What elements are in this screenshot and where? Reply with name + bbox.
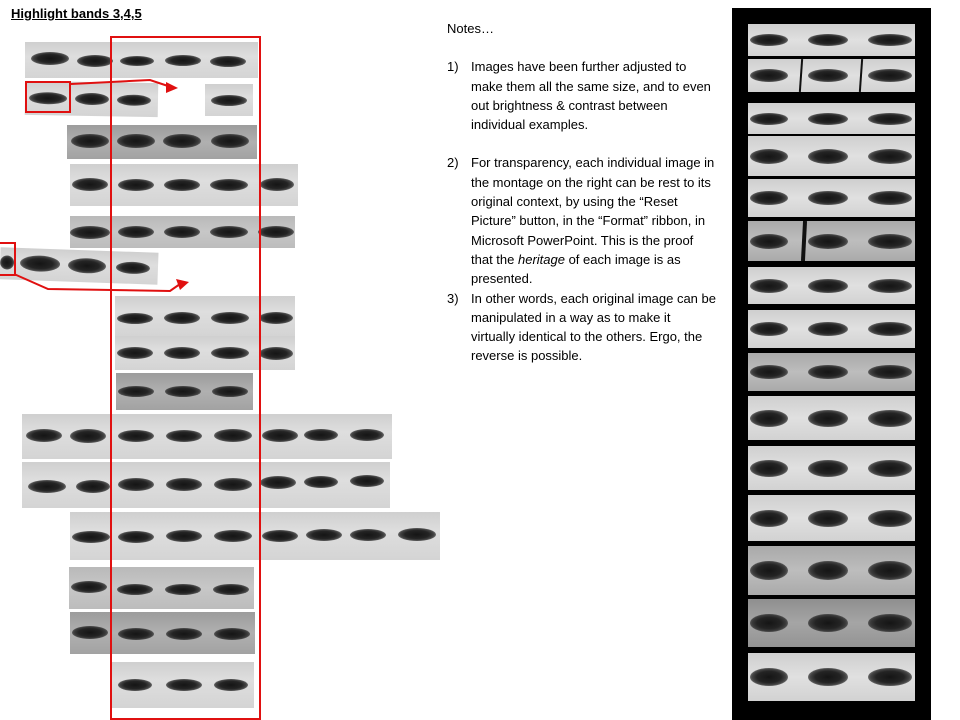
blot-band: [750, 322, 788, 336]
blot-band: [868, 69, 912, 82]
blot-band: [808, 365, 848, 379]
montage-strip: [748, 446, 915, 490]
note-number: 3): [447, 290, 459, 306]
montage-seam: [859, 59, 863, 92]
note-text: In other words, each original image can be manipulated in a way as to make it virtually identical to the others. Ergo, the reverse is possible.: [471, 290, 716, 364]
blot-band: [808, 234, 848, 249]
blot-band: [750, 561, 788, 580]
blot-band: [808, 668, 848, 686]
blot-band: [750, 410, 788, 427]
blot-band: [868, 279, 912, 293]
blot-band: [868, 234, 912, 249]
blot-band: [808, 69, 848, 82]
blot-band: [808, 279, 848, 293]
blot-band: [868, 668, 912, 686]
highlight-box-band-1: [25, 81, 71, 113]
note-text: For transparency, each individual image in the montage on the right can be rest to its original context, by using the “Reset Picture” button, in the “Format” ribbon, in Microsoft PowerPoint. This is the proof that the: [471, 155, 715, 267]
montage-strip: [748, 59, 915, 92]
blot-band: [808, 561, 848, 580]
blot-band: [808, 113, 848, 125]
notes-heading: Notes…: [447, 21, 494, 36]
blot-band: [808, 191, 848, 205]
montage-strip: [748, 179, 915, 217]
note-number: 2): [447, 155, 459, 171]
blot-band: [808, 322, 848, 336]
montage-seam: [801, 221, 807, 261]
blot-band: [868, 149, 912, 164]
blot-band: [868, 322, 912, 336]
blot-band: [750, 113, 788, 125]
highlight-box-bands-3-5: [110, 36, 261, 720]
blot-band: [750, 191, 788, 205]
blot-band: [868, 365, 912, 379]
montage-strip: [748, 653, 915, 701]
blot-band: [868, 614, 912, 632]
blot-band: [808, 34, 848, 46]
blot-band: [808, 149, 848, 164]
montage-strip: [748, 599, 915, 647]
blot-band: [750, 34, 788, 46]
blot-band: [750, 279, 788, 293]
blot-montage: [732, 8, 931, 720]
blot-band: [808, 460, 848, 477]
montage-strip: [748, 136, 915, 176]
blot-band: [750, 614, 788, 632]
blot-band: [868, 510, 912, 527]
montage-strip: [748, 396, 915, 440]
blot-band: [750, 460, 788, 477]
blot-band: [808, 614, 848, 632]
notes-panel: [447, 19, 717, 366]
montage-strip: [748, 353, 915, 391]
blot-band: [750, 149, 788, 164]
montage-strip: [748, 310, 915, 348]
montage-strip: [748, 546, 915, 595]
montage-strip: [748, 103, 915, 134]
note-text: of each image is as presented.: [471, 251, 681, 287]
montage-strip: [748, 267, 915, 304]
note-number: 1): [447, 59, 459, 75]
note-item: [447, 57, 717, 134]
blot-band: [808, 510, 848, 527]
montage-seam: [799, 59, 803, 92]
blot-band: [868, 410, 912, 427]
blot-band: [868, 113, 912, 125]
note-emphasis: heritage: [517, 251, 565, 267]
blot-band: [750, 69, 788, 82]
montage-strip: [748, 495, 915, 541]
note-text: Images have been further adjusted to make them all the same size, and to even out brightness & contrast between individual examples.: [471, 59, 711, 133]
blot-band: [750, 234, 788, 249]
blot-band: [750, 510, 788, 527]
montage-strip: [748, 24, 915, 56]
highlight-box-edge: [0, 242, 16, 276]
blot-band: [868, 34, 912, 46]
blot-band: [868, 561, 912, 580]
montage-strip: [748, 221, 915, 261]
page-title: Highlight bands 3,4,5: [11, 6, 142, 21]
blot-band: [750, 365, 788, 379]
blot-band: [868, 191, 912, 205]
blot-band: [750, 668, 788, 686]
note-item: [447, 289, 717, 366]
blot-band: [808, 410, 848, 427]
blot-band: [868, 460, 912, 477]
note-item: [447, 153, 717, 288]
